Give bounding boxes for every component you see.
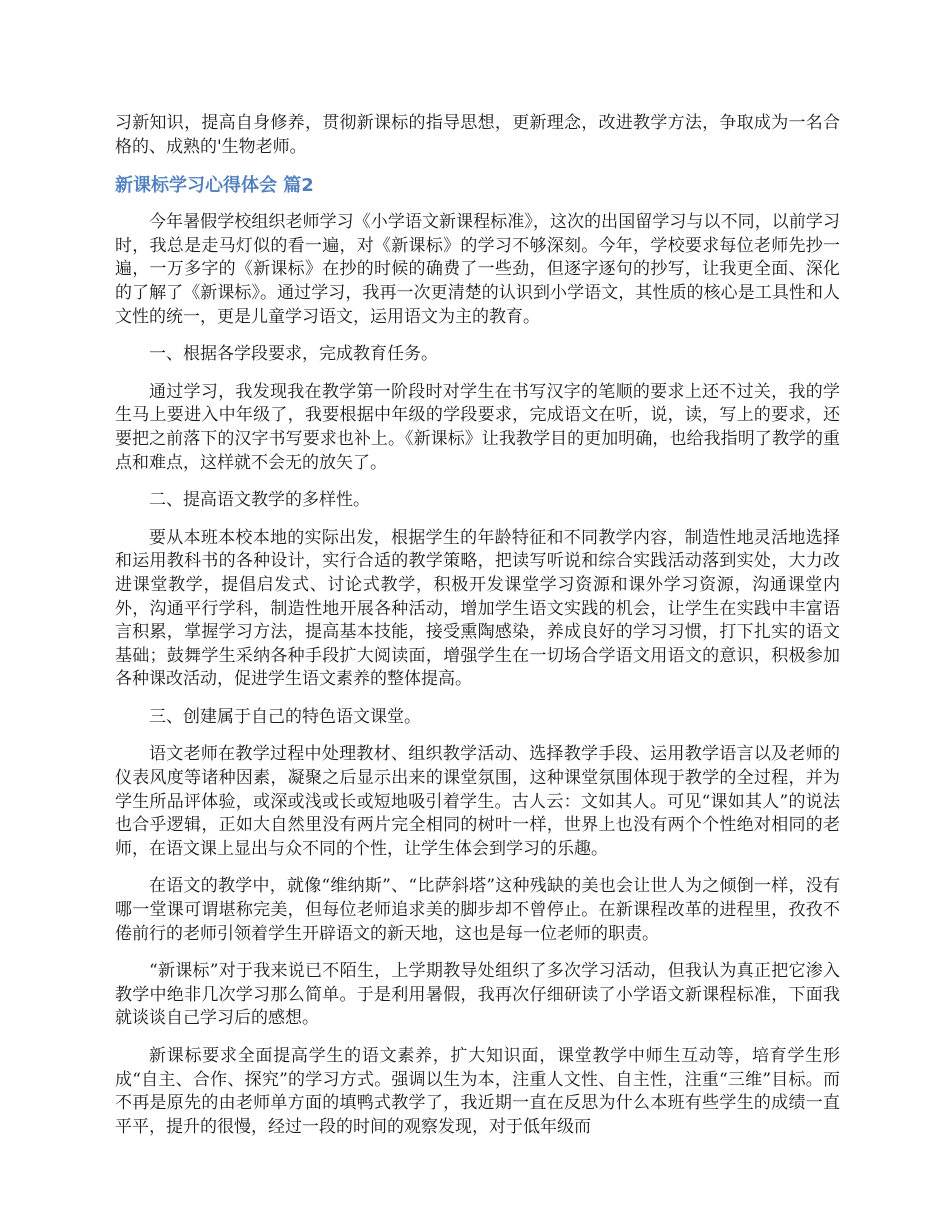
paragraph-point-1-title: 一、根据各学段要求，完成教育任务。 [149,344,438,365]
intro-continuation: 习新知识，提高自身修养，贯彻新课标的指导思想，更新理念，改进教学方法，争取成为一名合格的、成熟的'生物老师。 [115,113,840,157]
paragraph-literacy: 新课标要求全面提高学生的语文素养，扩大知识面，课堂教学中师生互动等，培育学生形成“自主、合作、探究”的学习方式。强调以生为本，注重人文性、自主性，注重“三维”目标。而不再是原先的由老师单方面的填鸭式教学了，我近期一直在反思为什么本班有些学生的成绩一直平平，提升的很慢，经过一段的时间的观察发现，对于低年级而 [115,1046,840,1137]
paragraph-point-2-title: 二、提高语文教学的多样性。 [149,490,370,511]
paragraph-beauty: 在语文的教学中，就像“维纳斯”、“比萨斜塔”这种残缺的美也会让世人为之倾倒一样，没有哪一堂课可谓堪称完美，但每位老师追求美的脚步却不曾停止。在新课程改革的进程里，孜孜不倦前行的老师引领着学生开辟语文的新天地，这也是每一位老师的职责。 [115,876,840,944]
document-page [115,112,840,1139]
paragraph-point-3-body: 语文老师在教学过程中处理教材、组织教学活动、选择教学手段、运用教学语言以及老师的仪表风度等诸种因素，凝聚之后显示出来的课堂氛围，这种课堂氛围体现于教学的全过程，并为学生所品评体验，或深或浅或长或短地吸引着学生。古人云：文如其人。可见“课如其人”的说法也合乎逻辑，正如大自然里没有两片完全相同的树叶一样，世界上也没有两个个性绝对相同的老师，在语文课上显出与众不同的个性，让学生体会到学习的乐趣。 [115,744,840,859]
paragraph-point-3-title: 三、创建属于自己的特色语文课堂。 [149,706,421,727]
paragraph-point-1-body: 通过学习，我发现我在教学第一阶段时对学生在书写汉字的笔顺的要求上还不过关，我的学生马上要进入中年级了，我要根据中年级的学段要求，完成语文在听，说，读，写上的要求，还要把之前落下的汉字书写要求也补上。《新课标》让我教学目的更加明确，也给我指明了教学的重点和难点，这样就不会无的放矢了。 [115,381,840,473]
paragraph-point-2-body: 要从本班本校本地的实际出发，根据学生的年龄特征和不同教学内容，制造性地灵活地选择和运用教科书的各种设计，实行合适的教学策略，把读写听说和综合实践活动落到实处，大力改进课堂教学，提倡启发式、讨论式教学，积极开发课堂学习资源和课外学习资源，沟通课堂内外，沟通平行学科，制造性地开展各种活动，增加学生语文实践的机会，让学生在实践中丰富语言积累，掌握学习方法，提高基本技能，接受熏陶感染，养成良好的学习习惯，打下扎实的语文基础；鼓舞学生采纳各种手段扩大阅读面，增强学生在一切场合学语文用语文的意识，积极参加各种课改活动，促进学生语文素养的整体提高。 [115,527,840,690]
section-heading: 新课标学习心得体会 篇2 [115,175,314,197]
paragraph-new-standard: “新课标”对于我来说已不陌生，上学期教导处组织了多次学习活动，但我认为真正把它渗入教学中绝非几次学习那么简单。于是利用暑假，我再次仔细研读了小学语文新课程标准，下面我就谈谈自己学习后的感想。 [115,961,840,1029]
paragraph-intro: 今年暑假学校组织老师学习《小学语文新课程标准》，这次的出国留学习与以不同，以前学习时，我总是走马灯似的看一遍，对《新课标》的学习不够深刻。今年，学校要求每位老师先抄一遍，一万多字的《新课标》在抄的时候的确费了一些劲，但逐字逐句的抄写，让我更全面、深化的了解了《新课标》。通过学习，我再一次更清楚的认识到小学语文，其性质的核心是工具性和人文性的统一，更是儿童学习语文，运用语文为主的教育。 [115,212,840,327]
